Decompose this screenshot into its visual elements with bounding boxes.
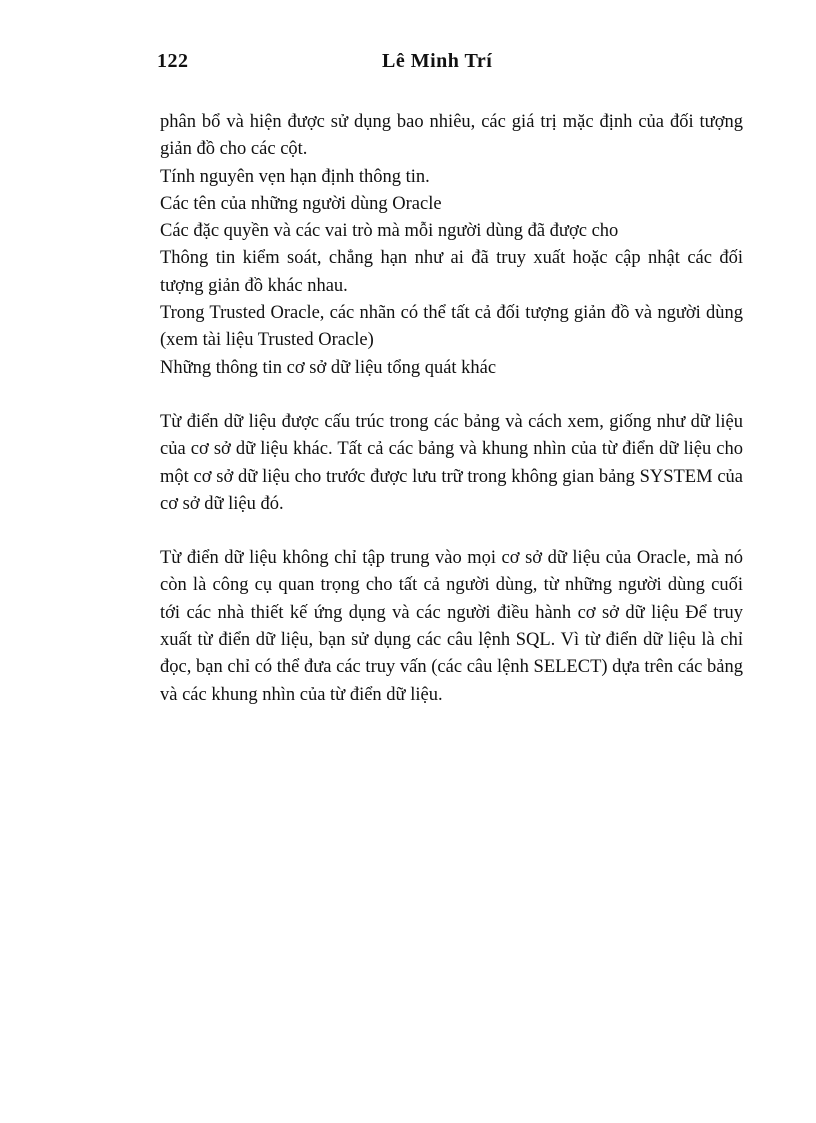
list-item: Các tên của những người dùng Oracle bbox=[160, 193, 442, 214]
list-item: Trong Trusted Oracle, các nhãn có thể tất cả đối tượng giản đồ và người dùng (xem tài liệu Trusted Oracle) bbox=[160, 303, 743, 351]
list-item: phân bổ và hiện được sử dụng bao nhiêu, các giá trị mặc định của đối tượng giản đồ cho các cột. bbox=[160, 112, 743, 160]
page-header bbox=[157, 50, 745, 80]
list-item: Tính nguyên vẹn hạn định thông tin. bbox=[160, 166, 430, 187]
list-item: Các đặc quyền và các vai trò mà mỗi người dùng đã được cho bbox=[160, 221, 619, 242]
paragraph-data-dictionary-usage: Từ điển dữ liệu không chỉ tập trung vào mọi cơ sở dữ liệu của Oracle, mà nó còn là công cụ quan trọng cho tất cả người dùng, từ những người dùng cuối tới các nhà thiết kế ứng dụng và các người điều hành cơ sở dữ liệu Để truy xuất từ điển dữ liệu, bạn sử dụng các câu lệnh SQL. Vì từ điển dữ liệu là chỉ đọc, bạn chỉ có thể đưa các truy vấn (các câu lệnh SELECT) dựa trên các bảng và các khung nhìn của từ điển dữ liệu. bbox=[160, 548, 743, 705]
list-item: Thông tin kiểm soát, chẳng hạn như ai đã truy xuất hoặc cập nhật các đối tượng giản đồ khác nhau. bbox=[160, 248, 743, 296]
list-item: Những thông tin cơ sở dữ liệu tổng quát khác bbox=[160, 357, 497, 378]
paragraph-data-dictionary-structure: Từ điển dữ liệu được cấu trúc trong các bảng và cách xem, giống như dữ liệu của cơ sở dữ liệu khác. Tất cả các bảng và khung nhìn của từ điển dữ liệu cho một cơ sở dữ liệu cho trước được lưu trữ trong không gian bảng SYSTEM của cơ sở dữ liệu đó. bbox=[160, 411, 743, 514]
running-head-author: Lê Minh Trí bbox=[382, 50, 493, 72]
page-number: 122 bbox=[157, 50, 189, 72]
page-body bbox=[160, 109, 743, 709]
